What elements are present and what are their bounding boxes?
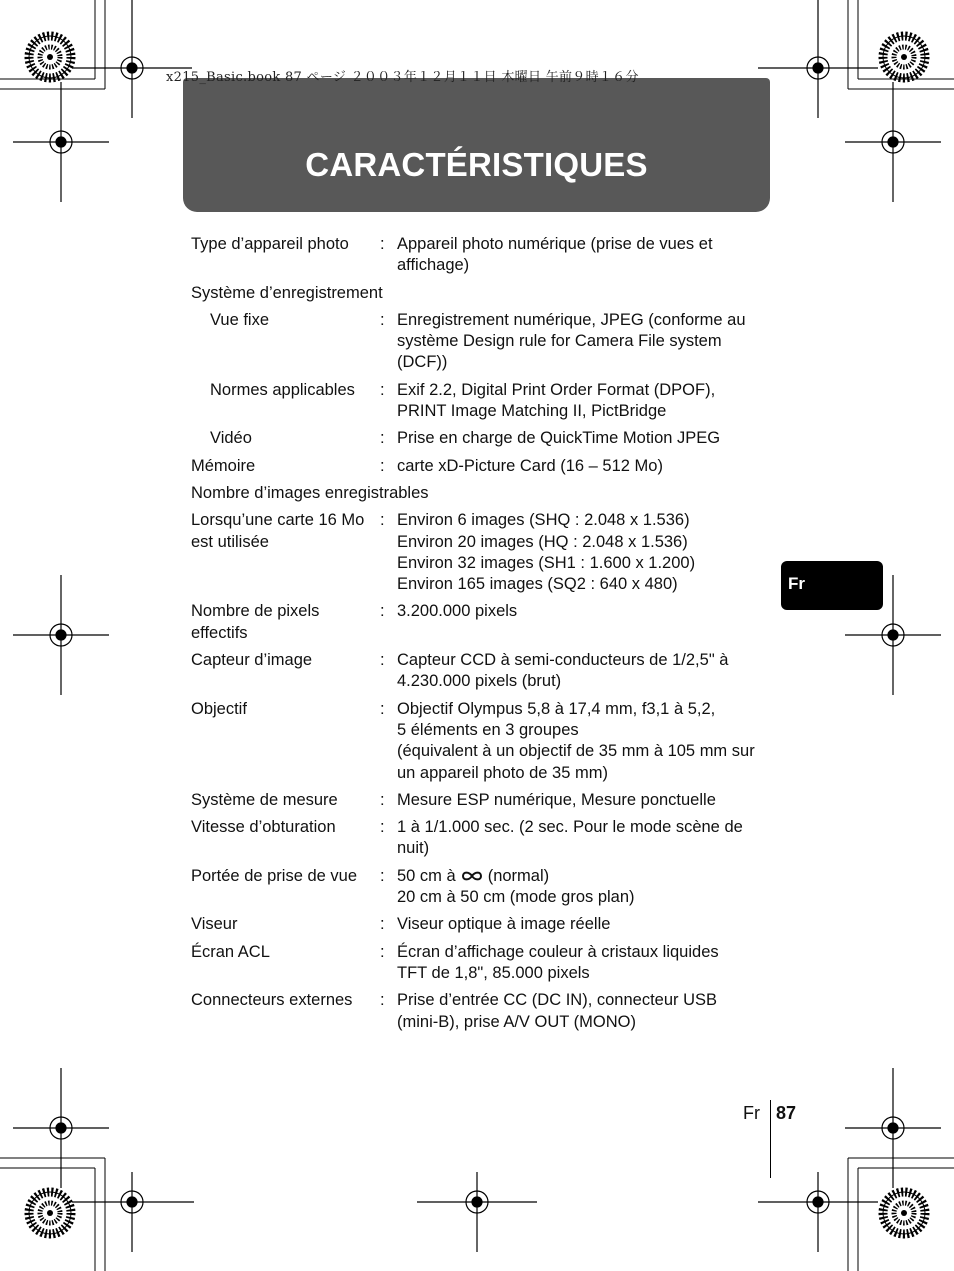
spec-value-line: Prise d’entrée CC (DC IN), connecteur USB	[397, 991, 718, 1010]
language-tab	[781, 561, 883, 610]
spec-value-line: 20 cm à 50 cm (mode gros plan)	[397, 888, 635, 907]
spec-value-line: 5 éléments en 3 groupes	[397, 720, 579, 739]
spec-label: Écran ACL	[191, 942, 270, 961]
spec-row	[191, 310, 766, 374]
spec-value-line: TFT de 1,8", 85.000 pixels	[397, 963, 590, 982]
spec-row	[191, 817, 766, 860]
spec-value	[397, 310, 766, 374]
spec-value	[397, 817, 766, 860]
spec-value-line: (mini-B), prise A/V OUT (MONO)	[397, 1012, 636, 1031]
spec-row	[191, 428, 766, 449]
spec-section-heading	[191, 483, 766, 504]
language-tab-label: Fr	[788, 574, 805, 593]
spec-label: Système de mesure	[191, 790, 338, 809]
spec-value-line: (équivalent à un objectif de 35 mm à 105 mm sur	[397, 742, 755, 761]
spec-label: Nombre de pixels effectifs	[191, 602, 320, 642]
spec-value-line: 3.200.000 pixels	[397, 602, 518, 621]
spec-row	[191, 380, 766, 423]
print-header: x215_Basic.book 87 ページ ２００３年１２月１１日 木曜日 午前９時１６分	[166, 70, 639, 85]
spec-row	[191, 914, 766, 935]
infinity-icon	[460, 870, 484, 882]
footer-language: Fr	[743, 1103, 760, 1123]
spec-value	[397, 866, 766, 909]
spec-label: Système d’enregistrement	[191, 283, 383, 302]
spec-value-line: Appareil photo numérique (prise de vues et	[397, 235, 713, 253]
spec-value-line: Enregistrement numérique, JPEG (conforme au	[397, 310, 746, 329]
spec-value-line: 4.230.000 pixels (brut)	[397, 672, 562, 691]
spec-row	[191, 650, 766, 693]
spec-row	[191, 990, 766, 1033]
spec-list	[191, 234, 766, 1039]
page-title: CARACTÉRISTIQUES	[305, 146, 648, 183]
spec-separator: :	[380, 790, 385, 809]
spec-value	[397, 601, 766, 644]
spec-row	[191, 866, 766, 909]
spec-separator: :	[380, 429, 385, 448]
spec-label: Portée de prise de vue	[191, 866, 358, 885]
spec-row	[191, 234, 766, 277]
spec-separator: :	[380, 915, 385, 934]
spec-separator: :	[380, 699, 385, 718]
spec-row	[191, 456, 766, 477]
spec-value-line: affichage)	[397, 256, 470, 275]
spec-row	[191, 510, 766, 595]
spec-value	[397, 699, 766, 784]
spec-separator: :	[380, 511, 385, 530]
spec-separator: :	[380, 235, 385, 253]
spec-value	[397, 234, 766, 277]
spec-value-line: Environ 20 images (HQ : 2.048 x 1.536)	[397, 532, 688, 551]
title-banner	[183, 78, 770, 212]
spec-value-line: Exif 2.2, Digital Print Order Format (DPOF),	[397, 380, 716, 399]
spec-label: Capteur d’image	[191, 651, 313, 670]
range-mode-text: (normal)	[487, 866, 550, 885]
spec-value-line: Capteur CCD à semi-conducteurs de 1/2,5" à	[397, 651, 729, 670]
spec-label: Type d’appareil photo	[191, 235, 349, 253]
spec-label: Vidéo	[210, 429, 252, 448]
spec-value	[397, 914, 766, 935]
spec-value-line: Écran d’affichage couleur à cristaux liquides	[397, 942, 719, 961]
spec-value-line: PRINT Image Matching II, PictBridge	[397, 402, 667, 421]
spec-separator: :	[380, 456, 385, 475]
spec-value-line: Environ 6 images (SHQ : 2.048 x 1.536)	[397, 511, 690, 530]
spec-value-line: Mesure ESP numérique, Mesure ponctuelle	[397, 790, 716, 809]
spec-separator: :	[380, 651, 385, 670]
spec-value-line: carte xD-Picture Card (16 – 512 Mo)	[397, 456, 663, 475]
spec-separator: :	[380, 310, 385, 329]
spec-value	[397, 428, 766, 449]
page-number: 87	[776, 1103, 797, 1123]
spec-value	[397, 790, 766, 811]
spec-label: Mémoire	[191, 456, 256, 475]
spec-label: Vitesse d’obturation	[191, 818, 336, 837]
spec-row	[191, 942, 766, 985]
spec-separator: :	[380, 818, 385, 837]
spec-value-line: 1 à 1/1.000 sec. (2 sec. Pour le mode scène de	[397, 818, 743, 837]
spec-value-line: (DCF))	[397, 353, 448, 372]
spec-separator: :	[380, 942, 385, 961]
spec-value	[397, 650, 766, 693]
spec-value-line	[397, 866, 766, 887]
spec-value	[397, 942, 766, 985]
spec-value	[397, 380, 766, 423]
spec-label: Viseur	[191, 915, 238, 934]
spec-value	[397, 456, 766, 477]
spec-value	[397, 990, 766, 1033]
spec-row	[191, 601, 766, 644]
spec-value-line: Prise en charge de QuickTime Motion JPEG	[397, 429, 721, 448]
spec-value-line: Environ 32 images (SH1 : 1.600 x 1.200)	[397, 553, 696, 572]
spec-value	[397, 510, 766, 595]
spec-label: Nombre d’images enregistrables	[191, 483, 429, 502]
spec-separator: :	[380, 602, 385, 621]
spec-value-line: Environ 165 images (SQ2 : 640 x 480)	[397, 575, 678, 594]
spec-label: Lorsqu’une carte 16 Mo est utilisée	[191, 511, 365, 551]
spec-label: Objectif	[191, 699, 247, 718]
spec-separator: :	[380, 866, 385, 885]
spec-value-line: un appareil photo de 35 mm)	[397, 763, 608, 782]
spec-value-line: système Design rule for Camera File system	[397, 332, 722, 351]
range-start-text: 50 cm à	[397, 866, 456, 885]
spec-section-heading	[191, 283, 766, 304]
spec-row	[191, 699, 766, 784]
spec-label: Connecteurs externes	[191, 991, 353, 1010]
spec-separator: :	[380, 380, 385, 399]
spec-label: Vue fixe	[210, 310, 270, 329]
spec-value-line: Objectif Olympus 5,8 à 17,4 mm, f3,1 à 5,2,	[397, 699, 716, 718]
spec-value-line: nuit)	[397, 839, 430, 858]
spec-row	[191, 790, 766, 811]
spec-value-line: Viseur optique à image réelle	[397, 915, 611, 934]
spec-label: Normes applicables	[210, 380, 355, 399]
spec-separator: :	[380, 991, 385, 1010]
footer-divider	[770, 1100, 771, 1178]
